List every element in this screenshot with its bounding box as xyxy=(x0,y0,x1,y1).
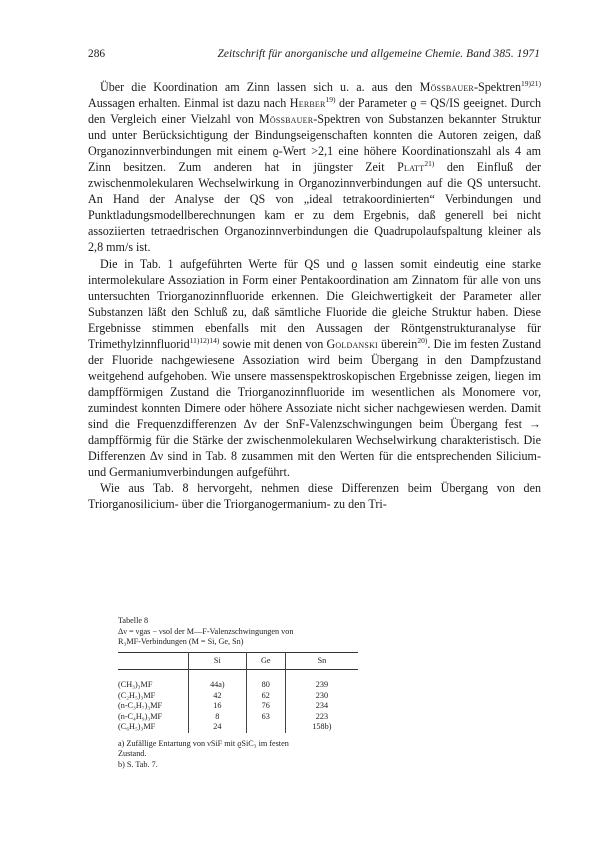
column-header-ge: Ge xyxy=(246,652,285,670)
compound-cell: (C₂H₅)₃MF xyxy=(118,690,156,700)
text-run: Aussagen erhalten. Einmal ist dazu nach xyxy=(88,96,290,111)
footnote-reference: 19) xyxy=(325,95,336,105)
value-cell: 8 xyxy=(189,712,247,723)
value-cell: 24 xyxy=(189,722,247,733)
text-run: der Parameter ϱ = QS/IS geeignet. Durch den Vergleich einer Vielzahl von xyxy=(88,96,541,127)
value-cell: 63 xyxy=(246,712,285,723)
value-cell xyxy=(246,722,285,733)
footnote-reference: 20) xyxy=(417,335,428,345)
value-cell: 223 xyxy=(285,712,358,723)
value-cell: 230 xyxy=(285,691,358,702)
value-cell: 80 xyxy=(246,670,285,691)
table-header-row xyxy=(118,652,358,670)
text-run: Die in Tab. 1 aufgeführten Werte für QS und ϱ lassen somit eindeutig eine starke intermolekulare Assoziation in Form einer Pentakoordination am Zinnatom für alle von uns untersuchten Triorganozinnfluoride erkennen. Die Gleichwertigkeit der Parameter aller Substanzen läßt den Schluß zu, daß sämtliche Fluoride die gleiche Struktur haben. Diese Ergebnisse stimmen ebenfalls mit den Aussagen der Röntgenstrukturanalyse für Trimethylzinnfluorid xyxy=(88,256,541,351)
footnote-reference: 11)12)14) xyxy=(189,335,220,345)
table-caption-line-1: Δν = νgas − νsol der M—F-Valenzschwingungen von xyxy=(118,626,294,636)
text-run: den Einfluß der zwischenmolekularen Wechselwirkung in Organozinnverbindungen auf die QS untersucht. An Hand der Analyse der QS von „ideal tetrakoordinierten“ Verbindungen und Punktladungsmodellberechnungen kam er zu dem Ergebnis, daß generell bei nicht assoziierten tetraedrischen Organozinnverbindungen die Quadrupolaufspaltung kleiner als 2,8 mm/s ist. xyxy=(88,160,541,255)
table-footnote: Zustand. xyxy=(118,749,147,759)
paragraph xyxy=(88,79,541,256)
author-name: Mössbauer xyxy=(258,112,314,127)
value-cell: 239 xyxy=(285,670,358,691)
table-row xyxy=(118,712,358,723)
table-footnotes xyxy=(118,739,358,771)
paragraph xyxy=(88,480,541,512)
table-footnote: a) Zufällige Entartung von νSiF mit ϱSiC₃ im festen xyxy=(118,738,289,748)
table-title: Tabelle 8 xyxy=(118,616,149,625)
text-run: überein xyxy=(377,336,418,351)
author-name: Goldanski xyxy=(326,336,378,351)
table-row xyxy=(118,691,358,702)
compound-cell: (n-C₃H₇)₃MF xyxy=(118,701,163,711)
table-8 xyxy=(118,616,358,770)
text-run: Über die Koordination am Zinn lassen sich u. a. aus den xyxy=(100,80,420,94)
body-text xyxy=(88,79,541,512)
page-number: 286 xyxy=(88,48,106,60)
running-title: Zeitschrift für anorganische und allgemeine Chemie. Band 385. 1971 xyxy=(217,48,540,60)
value-cell: 16 xyxy=(189,701,247,712)
author-name: Platt xyxy=(397,160,425,175)
table-footnote: b) S. Tab. 7. xyxy=(118,759,158,769)
value-cell: 158b) xyxy=(285,722,358,733)
text-run: Wie aus Tab. 8 hervorgeht, nehmen diese Differenzen beim Übergang von den Triorganosilicium- über die Triorganogermanium- zu den Tri- xyxy=(88,481,541,512)
column-header-sn: Sn xyxy=(285,652,358,670)
table-caption-line-2: R₃MF-Verbindungen (M = Si, Ge, Sn) xyxy=(118,637,244,646)
column-header xyxy=(118,652,189,670)
value-cell: 42 xyxy=(189,691,247,702)
value-cell: 44a) xyxy=(189,670,247,691)
author-name: Mössbauer xyxy=(419,80,474,94)
value-cell: 234 xyxy=(285,701,358,712)
text-run: sowie mit denen von xyxy=(219,336,327,351)
table-row xyxy=(118,701,358,712)
table-row xyxy=(118,670,358,691)
footnote-reference: 19)21) xyxy=(521,78,541,88)
footnote-reference: 21) xyxy=(424,159,435,169)
compound-cell: (n-C₄H₉)₃MF xyxy=(118,711,163,721)
paragraph xyxy=(88,256,541,481)
text-run: -Spektren xyxy=(473,80,521,94)
value-cell: 76 xyxy=(246,701,285,712)
value-cell: 62 xyxy=(246,691,285,702)
page-header xyxy=(88,48,540,64)
text-run: -Spektren von Substanzen bekannter Struktur und unter Berücksichtigung der Bindungseigenschaften konnten die Autoren zeigen, daß Organozinnverbindungen mit einem ϱ-Wert >2,1 eine höhere Koordinationszahl als 4 am Zinn besitzen. Zum anderen hat in jüngster Zeit xyxy=(88,112,542,175)
author-name: Herber xyxy=(289,96,326,111)
table-row xyxy=(118,722,358,733)
compound-cell: (C₆H₅)₃MF xyxy=(118,722,156,732)
text-run: . Die im festen Zustand der Fluoride nachgewiesene Assoziation wird beim Übergang in den Dampfzustand weitgehend aufgehoben. Wie unsere massenspektroskopischen Ergebnisse zeigen, liegen im dampfförmigen Zustand die Triorganozinnfluoride im wesentlichen als Monomere vor, zumindest konnten Dimere oder höhere Assoziate nicht sicher nachgewiesen werden. Damit sind die Frequenzdifferenzen Δν der SnF-Valenzschwingungen beim Übergang fest → dampfförmig für die Stärke der zwischenmolekularen Wechselwirkung charakteristisch. Die Differenzen Δν sind in Tab. 8 zusammen mit den Werten für die entsprechenden Silicium- und Germaniumverbindungen aufgeführt. xyxy=(88,336,541,480)
data-table xyxy=(118,652,358,733)
column-header-si: Si xyxy=(189,652,247,670)
compound-cell: (CH₃)₃MF xyxy=(118,680,153,690)
